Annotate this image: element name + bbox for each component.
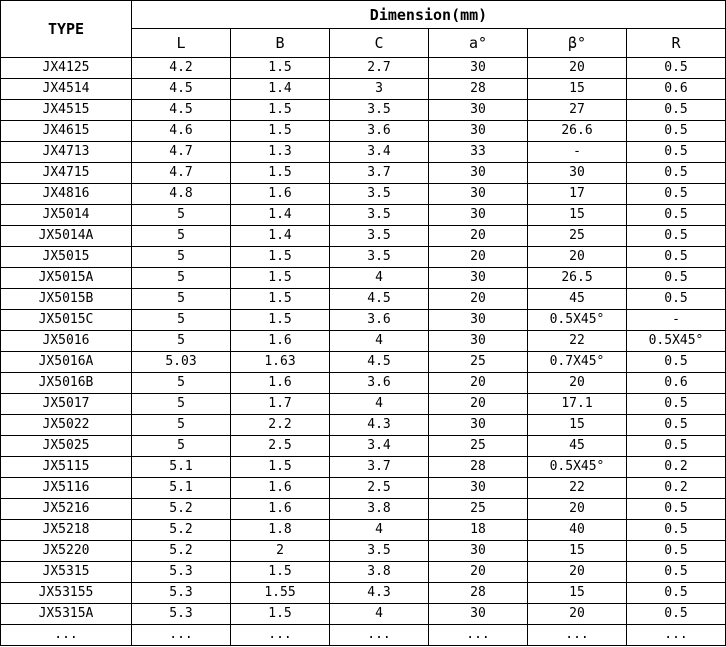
cell-type: ...	[1, 625, 132, 646]
cell-alpha: 28	[429, 457, 528, 478]
cell-alpha: 20	[429, 394, 528, 415]
cell-c: 4	[330, 394, 429, 415]
cell-r: 0.5	[627, 562, 726, 583]
cell-alpha: 25	[429, 436, 528, 457]
cell-c: 3	[330, 79, 429, 100]
table-row	[1, 247, 726, 268]
cell-r: 0.5	[627, 58, 726, 79]
cell-c: 3.5	[330, 226, 429, 247]
table-row	[1, 457, 726, 478]
cell-r: 0.5	[627, 541, 726, 562]
cell-b: 1.5	[231, 121, 330, 142]
cell-c: 3.4	[330, 436, 429, 457]
cell-b: ...	[231, 625, 330, 646]
cell-beta: 15	[528, 541, 627, 562]
cell-c: 2.5	[330, 478, 429, 499]
cell-type: JX4713	[1, 142, 132, 163]
cell-b: 1.5	[231, 247, 330, 268]
type-header: TYPE	[1, 1, 132, 58]
cell-type: JX5216	[1, 499, 132, 520]
cell-l: 5	[132, 436, 231, 457]
cell-b: 1.6	[231, 373, 330, 394]
cell-beta: 30	[528, 163, 627, 184]
cell-c: 3.6	[330, 373, 429, 394]
cell-c: 4	[330, 520, 429, 541]
cell-l: 4.6	[132, 121, 231, 142]
cell-l: 5	[132, 247, 231, 268]
cell-c: 4	[330, 268, 429, 289]
cell-beta: 26.5	[528, 268, 627, 289]
cell-type: JX5015A	[1, 268, 132, 289]
cell-l: 5	[132, 289, 231, 310]
cell-beta: 22	[528, 478, 627, 499]
cell-type: JX4125	[1, 58, 132, 79]
cell-b: 1.4	[231, 79, 330, 100]
cell-l: 4.7	[132, 163, 231, 184]
table-row	[1, 268, 726, 289]
cell-beta: 15	[528, 79, 627, 100]
cell-b: 2	[231, 541, 330, 562]
cell-b: 1.5	[231, 310, 330, 331]
cell-alpha: 20	[429, 247, 528, 268]
cell-alpha: 33	[429, 142, 528, 163]
table-row	[1, 478, 726, 499]
cell-b: 1.5	[231, 604, 330, 625]
cell-type: JX4615	[1, 121, 132, 142]
column-header-beta: β°	[528, 29, 627, 58]
table-row	[1, 436, 726, 457]
cell-r: 0.5	[627, 394, 726, 415]
cell-c: 4.3	[330, 583, 429, 604]
cell-beta: 15	[528, 415, 627, 436]
cell-r: 0.5	[627, 100, 726, 121]
cell-c: 3.4	[330, 142, 429, 163]
cell-beta: 15	[528, 583, 627, 604]
cell-alpha: 28	[429, 79, 528, 100]
cell-r: 0.5	[627, 352, 726, 373]
cell-l: 5	[132, 226, 231, 247]
cell-r: ...	[627, 625, 726, 646]
cell-beta: 20	[528, 58, 627, 79]
cell-type: JX5022	[1, 415, 132, 436]
cell-r: 0.5	[627, 415, 726, 436]
cell-b: 1.5	[231, 58, 330, 79]
cell-type: JX53155	[1, 583, 132, 604]
table-row	[1, 58, 726, 79]
table-row	[1, 226, 726, 247]
cell-b: 1.5	[231, 457, 330, 478]
table-row	[1, 352, 726, 373]
table-row	[1, 121, 726, 142]
cell-type: JX5015C	[1, 310, 132, 331]
cell-l: 5.03	[132, 352, 231, 373]
table-row	[1, 394, 726, 415]
table-row	[1, 100, 726, 121]
cell-l: 5	[132, 415, 231, 436]
cell-b: 1.63	[231, 352, 330, 373]
cell-l: 5.1	[132, 478, 231, 499]
cell-r: 0.5	[627, 289, 726, 310]
cell-l: ...	[132, 625, 231, 646]
cell-b: 1.6	[231, 499, 330, 520]
cell-beta: 26.6	[528, 121, 627, 142]
cell-c: 3.5	[330, 205, 429, 226]
cell-l: 4.8	[132, 184, 231, 205]
cell-c: 3.5	[330, 184, 429, 205]
cell-alpha: 28	[429, 583, 528, 604]
cell-alpha: 30	[429, 205, 528, 226]
cell-type: JX5315	[1, 562, 132, 583]
cell-beta: 17.1	[528, 394, 627, 415]
cell-r: 0.5	[627, 247, 726, 268]
cell-r: 0.2	[627, 478, 726, 499]
cell-b: 1.5	[231, 289, 330, 310]
cell-r: 0.6	[627, 373, 726, 394]
cell-r: 0.5	[627, 583, 726, 604]
table-row	[1, 331, 726, 352]
cell-c: 3.7	[330, 457, 429, 478]
cell-r: 0.5	[627, 520, 726, 541]
cell-beta: 0.5X45°	[528, 310, 627, 331]
cell-l: 5	[132, 331, 231, 352]
cell-b: 2.2	[231, 415, 330, 436]
cell-beta: 27	[528, 100, 627, 121]
cell-alpha: 25	[429, 352, 528, 373]
table-row	[1, 373, 726, 394]
cell-l: 5.2	[132, 541, 231, 562]
table-row	[1, 604, 726, 625]
cell-c: 3.8	[330, 499, 429, 520]
cell-type: JX5116	[1, 478, 132, 499]
table-row	[1, 541, 726, 562]
cell-b: 1.6	[231, 478, 330, 499]
cell-r: 0.5	[627, 205, 726, 226]
cell-alpha: 25	[429, 499, 528, 520]
column-header-b: B	[231, 29, 330, 58]
table-row	[1, 205, 726, 226]
cell-c: 4.3	[330, 415, 429, 436]
cell-type: JX5015B	[1, 289, 132, 310]
cell-b: 1.8	[231, 520, 330, 541]
cell-alpha: 30	[429, 121, 528, 142]
cell-beta: 40	[528, 520, 627, 541]
cell-b: 1.4	[231, 205, 330, 226]
cell-alpha: 20	[429, 373, 528, 394]
cell-beta: 20	[528, 604, 627, 625]
cell-r: 0.6	[627, 79, 726, 100]
cell-b: 1.7	[231, 394, 330, 415]
cell-r: 0.5	[627, 604, 726, 625]
cell-beta: 45	[528, 289, 627, 310]
cell-beta: 20	[528, 499, 627, 520]
cell-type: JX5218	[1, 520, 132, 541]
cell-c: ...	[330, 625, 429, 646]
cell-alpha: 18	[429, 520, 528, 541]
cell-b: 1.55	[231, 583, 330, 604]
cell-b: 1.5	[231, 562, 330, 583]
cell-c: 3.7	[330, 163, 429, 184]
cell-alpha: 30	[429, 415, 528, 436]
cell-r: 0.5	[627, 163, 726, 184]
table-row	[1, 184, 726, 205]
cell-alpha: 30	[429, 331, 528, 352]
cell-beta: 20	[528, 247, 627, 268]
table-row	[1, 163, 726, 184]
cell-b: 1.3	[231, 142, 330, 163]
table-row	[1, 499, 726, 520]
cell-c: 3.8	[330, 562, 429, 583]
cell-l: 5.3	[132, 562, 231, 583]
cell-type: JX5015	[1, 247, 132, 268]
cell-type: JX5220	[1, 541, 132, 562]
cell-r: 0.5	[627, 436, 726, 457]
cell-c: 3.5	[330, 541, 429, 562]
cell-l: 5	[132, 373, 231, 394]
cell-alpha: ...	[429, 625, 528, 646]
cell-type: JX4515	[1, 100, 132, 121]
cell-b: 1.4	[231, 226, 330, 247]
table-row	[1, 583, 726, 604]
table-row	[1, 415, 726, 436]
dimension-header: Dimension(mm)	[132, 1, 726, 29]
column-header-r: R	[627, 29, 726, 58]
table-row	[1, 520, 726, 541]
cell-beta: 25	[528, 226, 627, 247]
cell-type: JX4816	[1, 184, 132, 205]
cell-beta: 0.5X45°	[528, 457, 627, 478]
cell-l: 5	[132, 394, 231, 415]
cell-b: 1.5	[231, 163, 330, 184]
cell-type: JX5016A	[1, 352, 132, 373]
cell-type: JX5017	[1, 394, 132, 415]
cell-beta: ...	[528, 625, 627, 646]
cell-type: JX5014	[1, 205, 132, 226]
cell-alpha: 30	[429, 100, 528, 121]
cell-type: JX5315A	[1, 604, 132, 625]
table-row	[1, 310, 726, 331]
table-row	[1, 562, 726, 583]
cell-l: 5.2	[132, 520, 231, 541]
cell-l: 5.1	[132, 457, 231, 478]
cell-r: 0.2	[627, 457, 726, 478]
cell-l: 5	[132, 205, 231, 226]
cell-c: 4	[330, 331, 429, 352]
cell-alpha: 30	[429, 163, 528, 184]
cell-r: 0.5	[627, 184, 726, 205]
cell-r: 0.5	[627, 142, 726, 163]
cell-alpha: 20	[429, 226, 528, 247]
cell-r: 0.5	[627, 499, 726, 520]
cell-r: 0.5	[627, 226, 726, 247]
cell-c: 3.5	[330, 100, 429, 121]
cell-r: 0.5	[627, 268, 726, 289]
cell-alpha: 30	[429, 478, 528, 499]
cell-r: 0.5	[627, 121, 726, 142]
cell-l: 4.5	[132, 100, 231, 121]
cell-beta: 15	[528, 205, 627, 226]
cell-beta: -	[528, 142, 627, 163]
cell-alpha: 30	[429, 604, 528, 625]
cell-b: 2.5	[231, 436, 330, 457]
cell-l: 4.5	[132, 79, 231, 100]
cell-b: 1.6	[231, 184, 330, 205]
cell-type: JX5016B	[1, 373, 132, 394]
table-row	[1, 79, 726, 100]
cell-c: 4.5	[330, 352, 429, 373]
cell-alpha: 30	[429, 541, 528, 562]
cell-c: 4	[330, 604, 429, 625]
cell-type: JX5016	[1, 331, 132, 352]
cell-beta: 45	[528, 436, 627, 457]
column-header-alpha: a°	[429, 29, 528, 58]
column-header-c: C	[330, 29, 429, 58]
table-body	[1, 58, 726, 646]
cell-r: -	[627, 310, 726, 331]
cell-c: 4.5	[330, 289, 429, 310]
cell-alpha: 30	[429, 310, 528, 331]
cell-alpha: 30	[429, 58, 528, 79]
cell-c: 3.5	[330, 247, 429, 268]
cell-l: 5.2	[132, 499, 231, 520]
cell-type: JX5025	[1, 436, 132, 457]
cell-alpha: 20	[429, 562, 528, 583]
cell-l: 4.7	[132, 142, 231, 163]
column-header-l: L	[132, 29, 231, 58]
cell-type: JX5115	[1, 457, 132, 478]
cell-beta: 17	[528, 184, 627, 205]
cell-b: 1.6	[231, 331, 330, 352]
cell-beta: 20	[528, 373, 627, 394]
cell-l: 5	[132, 268, 231, 289]
cell-c: 2.7	[330, 58, 429, 79]
cell-b: 1.5	[231, 100, 330, 121]
cell-type: JX4715	[1, 163, 132, 184]
cell-l: 5.3	[132, 583, 231, 604]
cell-l: 5.3	[132, 604, 231, 625]
cell-beta: 20	[528, 562, 627, 583]
table-row	[1, 142, 726, 163]
cell-type: JX5014A	[1, 226, 132, 247]
cell-beta: 22	[528, 331, 627, 352]
cell-l: 5	[132, 310, 231, 331]
cell-alpha: 30	[429, 268, 528, 289]
cell-beta: 0.7X45°	[528, 352, 627, 373]
cell-c: 3.6	[330, 310, 429, 331]
table-row	[1, 625, 726, 646]
cell-alpha: 20	[429, 289, 528, 310]
cell-type: JX4514	[1, 79, 132, 100]
cell-b: 1.5	[231, 268, 330, 289]
table-row	[1, 289, 726, 310]
cell-l: 4.2	[132, 58, 231, 79]
cell-c: 3.6	[330, 121, 429, 142]
cell-r: 0.5X45°	[627, 331, 726, 352]
cell-alpha: 30	[429, 184, 528, 205]
